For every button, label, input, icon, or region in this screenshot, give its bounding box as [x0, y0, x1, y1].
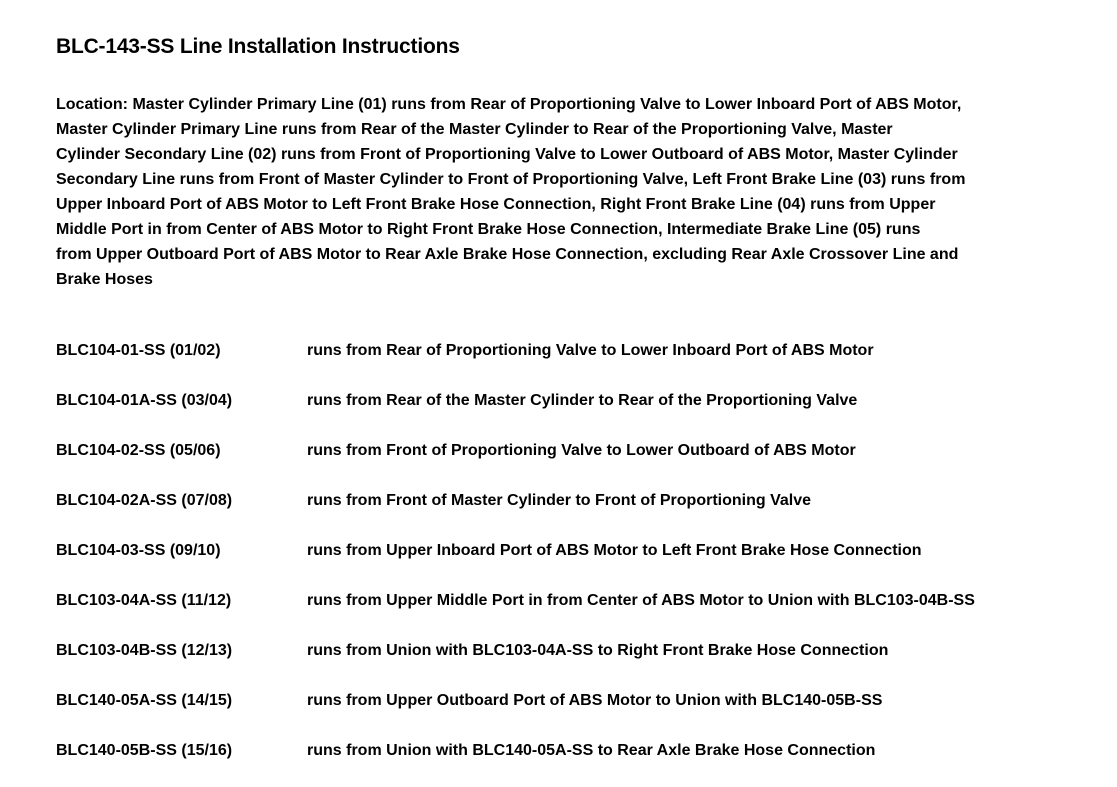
part-number: BLC103-04A-SS (11/12)	[56, 592, 232, 609]
part-number: BLC104-01A-SS (03/04)	[56, 392, 233, 409]
part-description: runs from Front of Proportioning Valve to Lower Outboard of ABS Motor	[307, 442, 856, 459]
part-description: runs from Union with BLC140-05A-SS to Rear Axle Brake Hose Connection	[307, 742, 876, 759]
part-number: BLC104-01-SS (01/02)	[56, 342, 221, 359]
part-number: BLC104-03-SS (09/10)	[56, 542, 221, 559]
paragraph-line: Cylinder Secondary Line (02) runs from Front of Proportioning Valve to Lower Outboard of ABS Motor, Master Cylinder	[56, 146, 958, 163]
part-description: runs from Union with BLC103-04A-SS to Right Front Brake Hose Connection	[307, 642, 889, 659]
part-row	[56, 488, 1077, 513]
part-number: BLC104-02A-SS (07/08)	[56, 492, 233, 509]
part-row	[56, 638, 1077, 663]
part-description: runs from Upper Middle Port in from Center of ABS Motor to Union with BLC103-04B-SS	[307, 592, 975, 609]
part-row	[56, 588, 1077, 613]
part-row	[56, 738, 1077, 763]
paragraph-line: from Upper Outboard Port of ABS Motor to Rear Axle Brake Hose Connection, excluding Rear Axle Crossover Line and	[56, 246, 959, 263]
location-paragraph	[56, 92, 1077, 292]
part-row	[56, 688, 1077, 713]
part-number: BLC103-04B-SS (12/13)	[56, 642, 233, 659]
paragraph-line: Master Cylinder Primary Line runs from Rear of the Master Cylinder to Rear of the Proportioning Valve, Master	[56, 121, 893, 138]
part-row	[56, 338, 1077, 363]
part-number: BLC104-02-SS (05/06)	[56, 442, 221, 459]
part-description: runs from Rear of Proportioning Valve to Lower Inboard Port of ABS Motor	[307, 342, 874, 359]
part-row	[56, 538, 1077, 563]
part-description: runs from Front of Master Cylinder to Front of Proportioning Valve	[307, 492, 812, 509]
parts-list	[56, 338, 1077, 763]
part-number: BLC140-05A-SS (14/15)	[56, 692, 233, 709]
paragraph-line: Upper Inboard Port of ABS Motor to Left Front Brake Hose Connection, Right Front Brake Line (04) runs from Upper	[56, 196, 936, 213]
paragraph-line: Middle Port in from Center of ABS Motor to Right Front Brake Hose Connection, Intermediate Brake Line (05) runs	[56, 221, 921, 238]
part-number: BLC140-05B-SS (15/16)	[56, 742, 233, 759]
part-row	[56, 438, 1077, 463]
part-description: runs from Upper Outboard Port of ABS Motor to Union with BLC140-05B-SS	[307, 692, 883, 709]
part-description: runs from Upper Inboard Port of ABS Motor to Left Front Brake Hose Connection	[307, 542, 922, 559]
document-title: BLC-143-SS Line Installation Instructions	[56, 35, 460, 58]
paragraph-line: Brake Hoses	[56, 271, 153, 288]
part-row	[56, 388, 1077, 413]
paragraph-line: Location: Master Cylinder Primary Line (01) runs from Rear of Proportioning Valve to Lower Inboard Port of ABS Motor,	[56, 96, 962, 113]
part-description: runs from Rear of the Master Cylinder to Rear of the Proportioning Valve	[307, 392, 858, 409]
paragraph-line: Secondary Line runs from Front of Master Cylinder to Front of Proportioning Valve, Left Front Brake Line (03) runs from	[56, 171, 966, 188]
